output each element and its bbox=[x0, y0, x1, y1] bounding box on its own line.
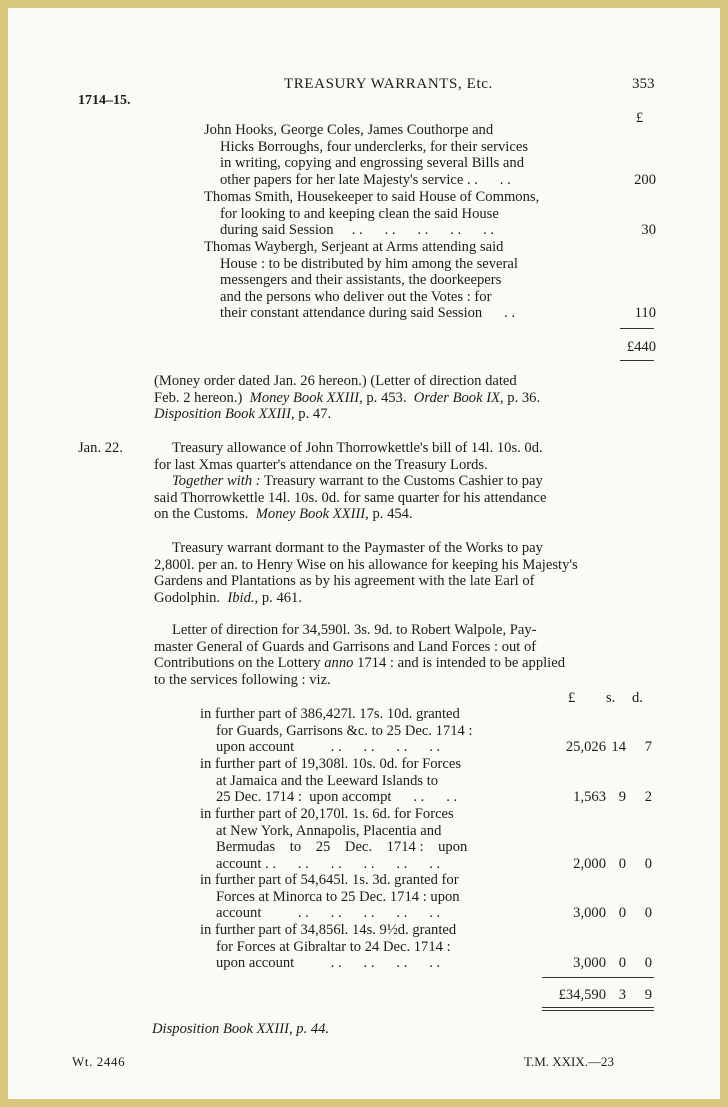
lsd-pounds: 3,000 bbox=[573, 905, 606, 921]
walpole-paragraph bbox=[154, 622, 654, 688]
para-text: Godolphin. bbox=[154, 589, 228, 606]
wise-paragraph bbox=[154, 540, 654, 606]
lsd-shillings: 0 bbox=[618, 905, 626, 921]
footer-warrant-number: Wt. 2446 bbox=[72, 1054, 126, 1069]
para-line: Letter of direction for 34,590l. 3s. 9d. to Robert Walpole, Pay- bbox=[172, 622, 537, 638]
date-label: Jan. 22. bbox=[78, 440, 123, 456]
together-with-label: Together with : bbox=[172, 473, 261, 490]
order-book-ref: Order Book IX bbox=[413, 389, 500, 406]
para-line: Treasury allowance of John Thorrowkettle's bill of 14l. 10s. 0d. bbox=[172, 440, 543, 456]
row-line: upon account . . . . . . . . bbox=[216, 739, 441, 756]
row-line: in further part of 386,427l. 17s. 10d. granted bbox=[200, 706, 460, 722]
para-line: to the services following : viz. bbox=[154, 671, 331, 688]
lsd-total-pounds: £34,590 bbox=[558, 987, 606, 1003]
lsd-pounds: 25,026 bbox=[565, 739, 606, 755]
lsd-row-5 bbox=[200, 922, 540, 972]
para-text: Feb. 2 hereon.) bbox=[154, 389, 250, 406]
sum-rule bbox=[542, 977, 654, 978]
row-line: account . . . . . . . . . . bbox=[216, 905, 441, 922]
row-line: Bermudas to 25 Dec. 1714 : upon bbox=[216, 839, 468, 856]
para-text: Treasury warrant to the Customs Cashier to pay bbox=[260, 473, 543, 490]
row-line: 25 Dec. 1714 : upon accompt . . . . bbox=[216, 789, 458, 806]
running-title: TREASURY WARRANTS, Etc. bbox=[284, 76, 493, 92]
entry-line: messengers and their assistants, the doorkeepers bbox=[220, 272, 502, 289]
lsd-pounds: 3,000 bbox=[573, 955, 606, 971]
disposition-book-ref: Disposition Book XXIII bbox=[154, 406, 291, 423]
entry-line: Thomas Waybergh, Serjeant at Arms attending said bbox=[204, 239, 504, 255]
para-line bbox=[154, 390, 654, 407]
para-text: , p. 36. bbox=[499, 389, 541, 406]
para-text: on the Customs. bbox=[154, 506, 256, 523]
lsd-pence: 2 bbox=[644, 789, 652, 805]
para-line: for last Xmas quarter's attendance on the Treasury Lords. bbox=[154, 456, 488, 473]
lsd-row-3 bbox=[200, 806, 540, 872]
lsd-row-1 bbox=[200, 706, 540, 756]
row-line: for Forces at Gibraltar to 24 Dec. 1714 : bbox=[216, 938, 451, 955]
row-line: Forces at Minorca to 25 Dec. 1714 : upon bbox=[216, 888, 460, 905]
entry-line: in writing, copying and engrossing several Bills and bbox=[220, 155, 524, 172]
money-book-ref: Money Book XXIII bbox=[249, 389, 360, 406]
row-line: in further part of 19,308l. 10s. 0d. for Forces bbox=[200, 756, 462, 772]
para-text: , p. 453. bbox=[359, 389, 414, 406]
lsd-pence: 7 bbox=[644, 739, 652, 755]
entry-amount: 200 bbox=[634, 172, 656, 188]
lsd-pounds: 2,000 bbox=[573, 856, 606, 872]
para-line bbox=[154, 473, 654, 490]
entry-line: and the persons who deliver out the Votes : for bbox=[220, 288, 492, 305]
lsd-shillings: 0 bbox=[618, 955, 626, 971]
total-rule bbox=[542, 1007, 654, 1008]
para-line bbox=[154, 590, 654, 607]
currency-heading: £ bbox=[636, 110, 644, 126]
lsd-row-2 bbox=[200, 756, 540, 806]
lsd-shillings: 14 bbox=[611, 739, 626, 755]
row-line: in further part of 34,856l. 14s. 9½d. granted bbox=[200, 922, 457, 938]
row-line: upon account . . . . . . . . bbox=[216, 955, 441, 972]
entry-line: Hicks Borroughs, four underclerks, for their services bbox=[220, 138, 529, 155]
entry-line: their constant attendance during said Session . . bbox=[220, 305, 516, 322]
entry-line: for looking to and keeping clean the said House bbox=[220, 205, 499, 222]
para-text: , p. 47. bbox=[291, 406, 332, 423]
lsd-pounds: 1,563 bbox=[573, 789, 606, 805]
total-double-rule bbox=[542, 1010, 654, 1011]
money-book-ref: Money Book XXIII bbox=[255, 506, 366, 523]
sum-rule bbox=[620, 328, 654, 329]
page-number: 353 bbox=[632, 76, 655, 92]
row-line: at New York, Annapolis, Placentia and bbox=[216, 822, 442, 839]
entry-line: House : to be distributed by him among the several bbox=[220, 255, 518, 272]
footer-signature: T.M. XXIX.—23 bbox=[524, 1054, 615, 1069]
anno-word: anno bbox=[324, 655, 354, 672]
entry-line: during said Session . . . . . . . . . . bbox=[220, 222, 495, 239]
row-line: in further part of 20,170l. 1s. 6d. for Forces bbox=[200, 806, 454, 822]
lsd-shillings: 0 bbox=[618, 856, 626, 872]
row-line: for Guards, Garrisons &c. to 25 Dec. 1714 : bbox=[216, 722, 473, 739]
top-entry-1 bbox=[204, 122, 604, 188]
row-line: in further part of 54,645l. 1s. 3d. granted for bbox=[200, 872, 459, 888]
para-line bbox=[154, 655, 654, 672]
row-line: account . . . . . . . . . . . . bbox=[216, 855, 441, 872]
lsd-pence: 0 bbox=[644, 905, 652, 921]
pounds-heading: £ bbox=[568, 690, 576, 706]
para-text: , p. 454. bbox=[365, 506, 413, 523]
para-line: Gardens and Plantations as by his agreement with the late Earl of bbox=[154, 573, 535, 590]
lsd-row-4 bbox=[200, 872, 540, 922]
ibid-ref: Ibid. bbox=[227, 589, 255, 606]
lsd-pence: 0 bbox=[644, 856, 652, 872]
top-entry-3 bbox=[204, 239, 604, 322]
lsd-total-pence: 9 bbox=[644, 987, 652, 1003]
para-text: Contributions on the Lottery bbox=[154, 655, 325, 672]
entry-amount: 30 bbox=[641, 222, 656, 238]
para-line bbox=[154, 506, 654, 523]
disposition-reference: Disposition Book XXIII, p. 44. bbox=[152, 1021, 330, 1037]
year-label: 1714–15. bbox=[78, 93, 131, 108]
lsd-total-shillings: 3 bbox=[618, 987, 626, 1003]
shillings-heading: s. bbox=[606, 690, 616, 706]
entry-line: other papers for her late Majesty's service . . . . bbox=[220, 171, 511, 188]
top-entry-2 bbox=[204, 189, 604, 239]
para-line: (Money order dated Jan. 26 hereon.) (Letter of direction dated bbox=[154, 373, 517, 389]
money-order-paragraph bbox=[154, 373, 654, 423]
top-total: £440 bbox=[626, 339, 656, 355]
para-line: Treasury warrant dormant to the Paymaster of the Works to pay bbox=[172, 540, 543, 556]
document-page bbox=[8, 8, 720, 1099]
entry-line: John Hooks, George Coles, James Couthorpe and bbox=[204, 122, 494, 138]
para-line: said Thorrowkettle 14l. 10s. 0d. for same quarter for his attendance bbox=[154, 489, 547, 506]
row-line: at Jamaica and the Leeward Islands to bbox=[216, 772, 439, 789]
jan22-paragraph bbox=[154, 440, 654, 523]
pence-heading: d. bbox=[632, 690, 643, 706]
entry-line: Thomas Smith, Housekeeper to said House of Commons, bbox=[204, 189, 540, 205]
para-text: 1714 : and is intended to be applied bbox=[353, 655, 566, 672]
para-line bbox=[154, 406, 654, 423]
para-line: master General of Guards and Garrisons and Land Forces : out of bbox=[154, 638, 537, 655]
para-line: 2,800l. per an. to Henry Wise on his allowance for keeping his Majesty's bbox=[154, 556, 578, 573]
lsd-shillings: 9 bbox=[618, 789, 626, 805]
entry-amount: 110 bbox=[634, 305, 656, 321]
lsd-pence: 0 bbox=[644, 955, 652, 971]
para-text: , p. 461. bbox=[254, 589, 302, 606]
total-rule bbox=[620, 360, 654, 361]
